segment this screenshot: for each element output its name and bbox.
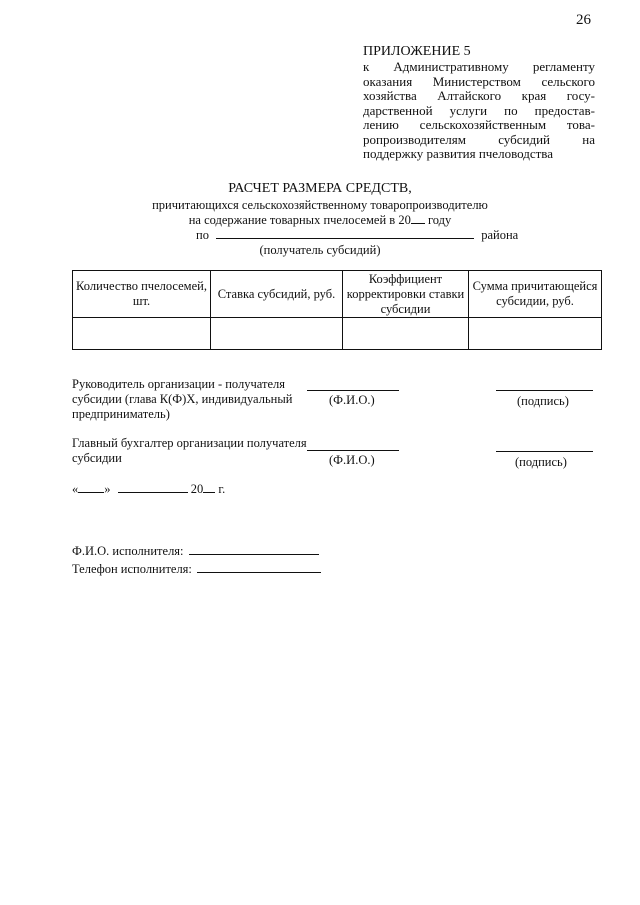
head-signature-line[interactable] — [496, 390, 593, 391]
by-label: по — [196, 228, 209, 242]
accountant-fio-caption: (Ф.И.О.) — [329, 453, 375, 467]
subtitle-line-2 — [0, 213, 640, 228]
column-header: Ставка субсидий, руб. — [211, 271, 343, 318]
subtitle-line-2-suffix: году — [424, 213, 452, 227]
year-blank[interactable] — [411, 223, 425, 224]
executor-name-row — [72, 544, 319, 559]
appendix-title: ПРИЛОЖЕНИЕ 5 — [363, 44, 471, 59]
calculation-table — [72, 270, 602, 350]
table-cell[interactable] — [211, 318, 343, 350]
appendix-line: оказания Министерством сельского — [363, 73, 595, 89]
year-prefix: 20 — [190, 482, 204, 496]
appendix-line: дарственной услуги по предостав- — [363, 102, 595, 118]
executor-name-blank[interactable] — [189, 554, 319, 555]
accountant-signature-line[interactable] — [496, 451, 593, 452]
page-number: 26 — [576, 12, 591, 28]
appendix-line: поддержку развития пчеловодства — [363, 146, 554, 161]
accountant-fio-line[interactable] — [307, 450, 399, 451]
accountant-signature-caption: (подпись) — [515, 455, 567, 469]
head-signature-caption: (подпись) — [517, 394, 569, 408]
executor-name-label: Ф.И.О. исполнителя: — [72, 544, 184, 558]
month-blank[interactable] — [118, 492, 188, 493]
document-title: РАСЧЕТ РАЗМЕРА СРЕДСТВ, — [228, 181, 412, 196]
table-cell[interactable] — [73, 318, 211, 350]
column-header: Сумма причитающейся субсидии, руб. — [469, 271, 602, 318]
subtitle-line-2-text: на содержание товарных пчелосемей в 20 — [188, 213, 411, 227]
accountant-label: Главный бухгалтер организации получателя субсидии — [72, 436, 307, 465]
date-year-blank[interactable] — [203, 492, 215, 493]
district-label: района — [481, 228, 519, 242]
appendix-line: хозяйства Алтайского края госу- — [363, 88, 595, 103]
executor-phone-label: Телефон исполнителя: — [72, 562, 192, 576]
appendix-line: ропроизводителям субсидий на — [363, 131, 595, 147]
district-row — [196, 228, 518, 243]
year-suffix: г. — [215, 482, 226, 496]
table-cell[interactable] — [343, 318, 469, 350]
recipient-blank[interactable] — [216, 238, 474, 239]
table-cell[interactable] — [469, 318, 602, 350]
date-row — [72, 482, 225, 497]
appendix-line: лению сельскохозяйственным това- — [363, 117, 595, 132]
table-header-row — [73, 271, 602, 318]
executor-phone-blank[interactable] — [197, 572, 321, 573]
column-header: Количество пчелосемей, шт. — [73, 271, 211, 318]
head-fio-line[interactable] — [307, 390, 399, 391]
head-label: Руководитель организации - получателя субсидии (глава К(Ф)Х, индивидуальный предприниматель) — [72, 377, 293, 421]
day-blank[interactable] — [78, 492, 104, 493]
appendix-description — [363, 60, 595, 162]
head-fio-caption: (Ф.И.О.) — [329, 393, 375, 407]
date-open-quote: « — [72, 482, 79, 496]
table-row — [73, 318, 602, 350]
date-close-quote: » — [104, 482, 111, 496]
appendix-line: к Административному регламенту — [363, 59, 595, 74]
column-header: Коэффициент корректировки ставки субсидии — [343, 271, 469, 318]
subtitle-line-1: причитающихся сельскохозяйственному товаропроизводителю — [152, 198, 488, 212]
executor-phone-row — [72, 562, 321, 577]
recipient-caption: (получатель субсидий) — [259, 243, 381, 257]
